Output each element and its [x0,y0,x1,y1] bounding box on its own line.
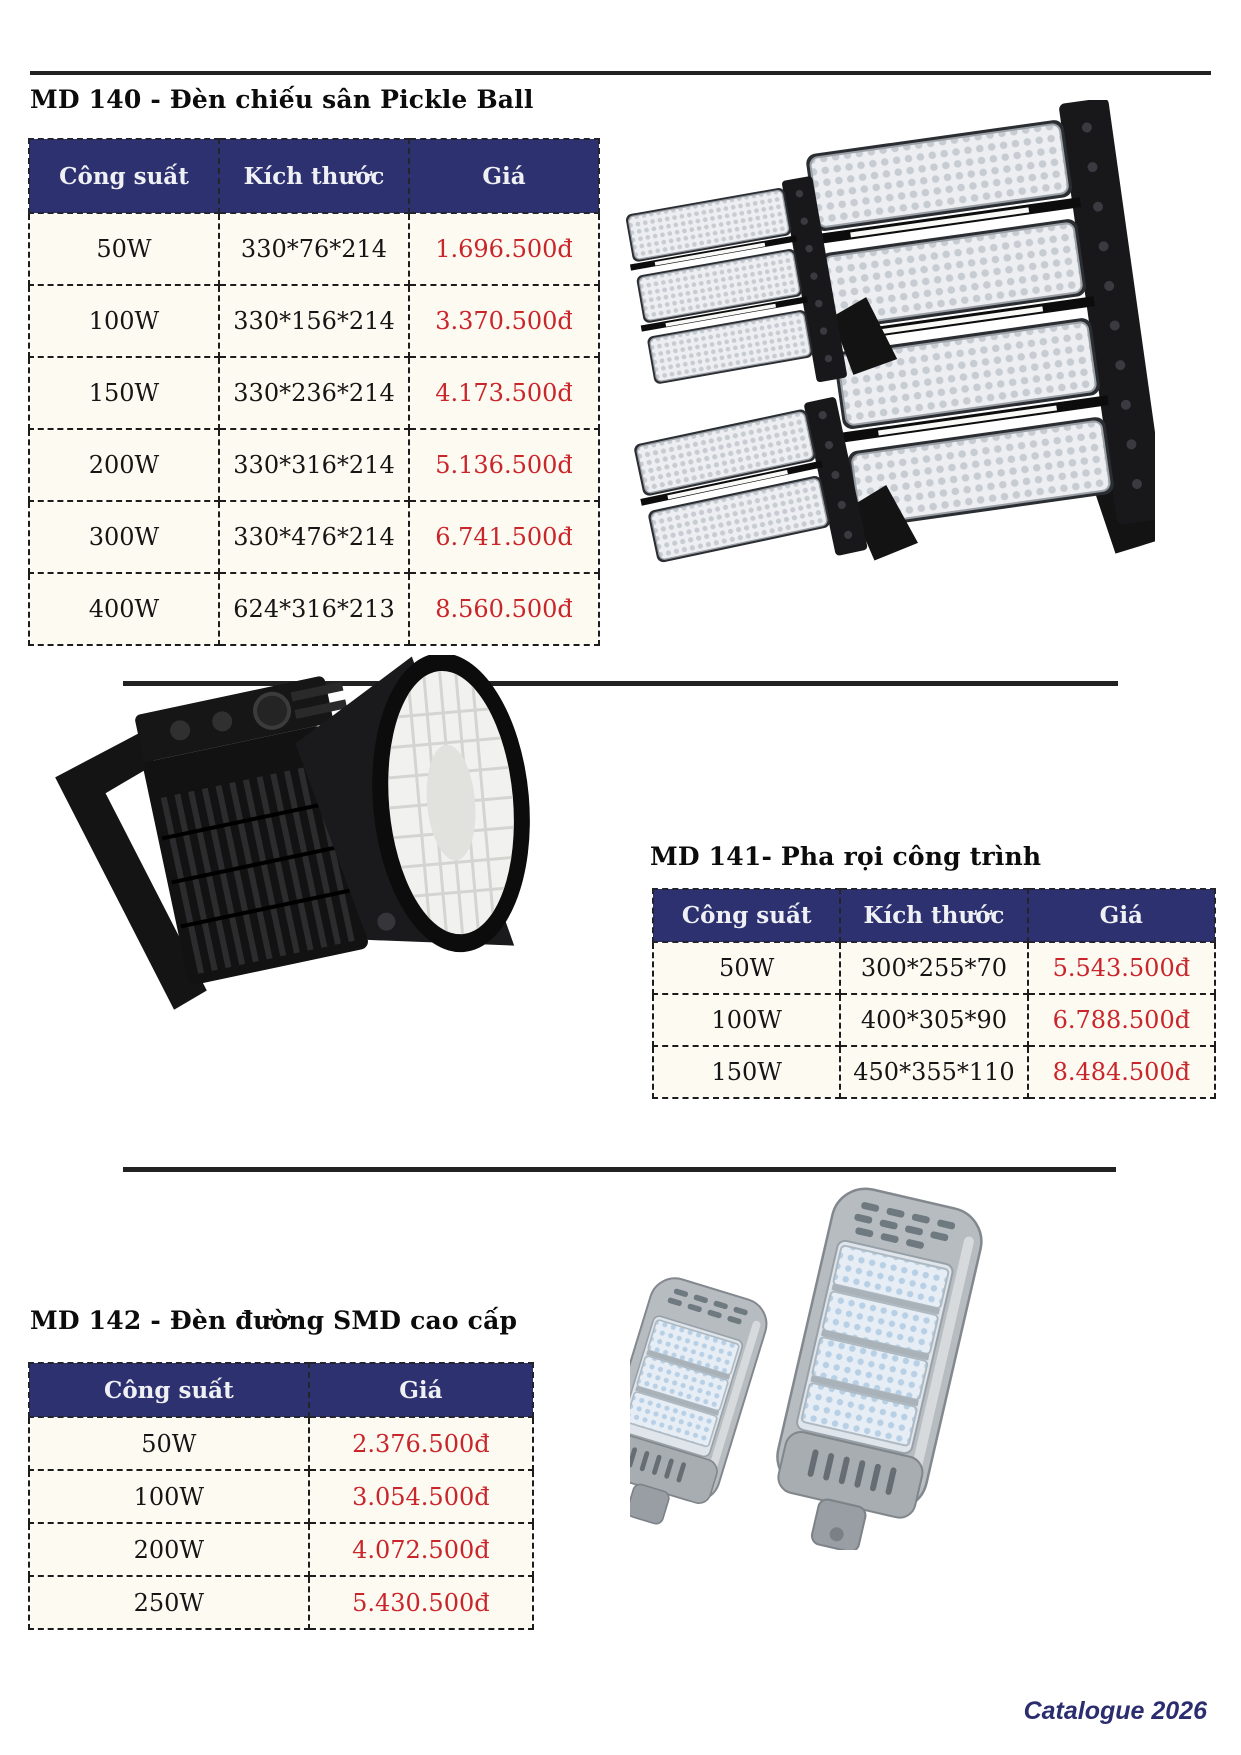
table-row [29,429,599,501]
size-cell: 330*476*214 [219,501,409,573]
size-cell: 300*255*70 [840,942,1027,994]
power-cell: 100W [29,1470,309,1523]
size-cell: 330*316*214 [219,429,409,501]
price-cell: 3.054.500đ [309,1470,533,1523]
table-row [29,573,599,645]
size-cell: 330*76*214 [219,213,409,285]
price-cell: 6.788.500đ [1028,994,1215,1046]
table-header-row [29,1363,533,1417]
column-header: Công suất [29,1363,309,1417]
power-cell: 50W [653,942,840,994]
modular-floodlights-photo [545,100,1155,670]
table-row [29,501,599,573]
price-cell: 1.696.500đ [409,213,599,285]
column-header: Công suất [653,889,840,942]
power-cell: 200W [29,429,219,501]
table-row [29,1576,533,1629]
price-cell: 2.376.500đ [309,1417,533,1470]
price-cell: 4.173.500đ [409,357,599,429]
size-cell: 624*316*213 [219,573,409,645]
power-cell: 150W [653,1046,840,1098]
table-row [653,994,1215,1046]
size-cell: 450*355*110 [840,1046,1027,1098]
table-row [29,1523,533,1576]
price-table-md140 [28,138,600,646]
table-row [29,1417,533,1470]
price-cell: 4.072.500đ [309,1523,533,1576]
catalogue-footer: Catalogue 2026 [1023,1697,1207,1725]
power-cell: 200W [29,1523,309,1576]
price-cell: 8.560.500đ [409,573,599,645]
power-cell: 300W [29,501,219,573]
column-header: Giá [309,1363,533,1417]
top-divider [30,71,1211,75]
column-header: Giá [409,139,599,213]
table-row [653,1046,1215,1098]
price-cell: 5.430.500đ [309,1576,533,1629]
table-header-row [653,889,1215,942]
price-table-md142 [28,1362,534,1630]
power-cell: 150W [29,357,219,429]
table-row [653,942,1215,994]
size-cell: 330*236*214 [219,357,409,429]
size-cell: 400*305*90 [840,994,1027,1046]
power-cell: 250W [29,1576,309,1629]
lower-divider [123,1167,1116,1172]
size-cell: 330*156*214 [219,285,409,357]
price-table-md141 [652,888,1216,1099]
power-cell: 50W [29,213,219,285]
section-title-md140: MD 140 - Đèn chiếu sân Pickle Ball [30,85,534,114]
power-cell: 400W [29,573,219,645]
section-title-md142: MD 142 - Đèn đường SMD cao cấp [30,1306,518,1335]
table-row [29,357,599,429]
power-cell: 100W [653,994,840,1046]
price-cell: 6.741.500đ [409,501,599,573]
column-header: Công suất [29,139,219,213]
tower-spotlight-photo [15,655,555,1027]
street-lights-photo [630,1180,1110,1550]
column-header: Kích thước [840,889,1027,942]
table-header-row [29,139,599,213]
power-cell: 50W [29,1417,309,1470]
table-row [29,213,599,285]
column-header: Kích thước [219,139,409,213]
power-cell: 100W [29,285,219,357]
section-title-md141: MD 141- Pha rọi công trình [650,842,1042,871]
table-row [29,1470,533,1523]
price-cell: 3.370.500đ [409,285,599,357]
table-row [29,285,599,357]
price-cell: 8.484.500đ [1028,1046,1215,1098]
price-cell: 5.136.500đ [409,429,599,501]
price-cell: 5.543.500đ [1028,942,1215,994]
column-header: Giá [1028,889,1215,942]
